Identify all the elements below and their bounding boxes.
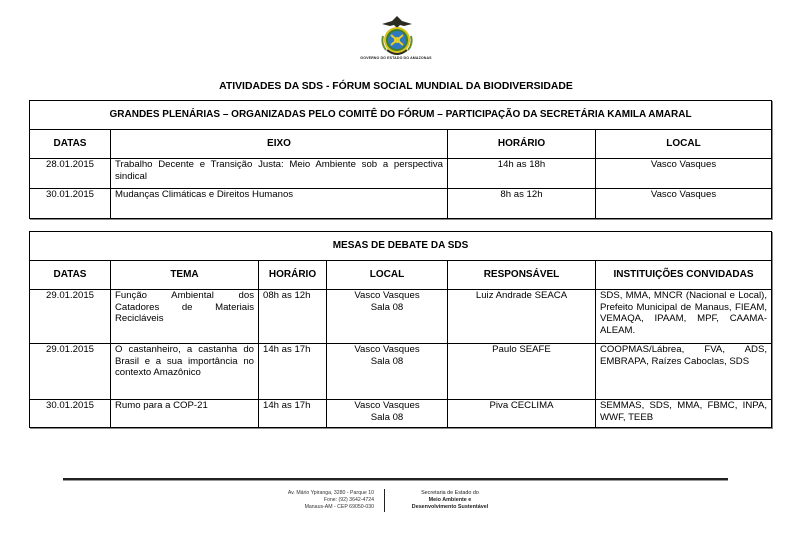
table-row — [30, 400, 772, 428]
local-room: Sala 08 — [370, 301, 404, 313]
cell-responsavel: Paulo SEAFE — [448, 344, 596, 400]
cell-data: 29.01.2015 — [30, 344, 111, 400]
cell-responsavel: Luiz Andrade SEACA — [448, 290, 596, 344]
org-line-3: Desenvolvimento Sustentável — [411, 504, 489, 510]
cell-local: Vasco Vasques — [596, 189, 772, 219]
local-room: Sala 08 — [370, 355, 404, 367]
column-header-datas: DATAS — [30, 130, 111, 159]
org-line-2: Meio Ambiente e — [428, 497, 472, 503]
local-room: Sala 08 — [370, 411, 404, 423]
cell-local — [327, 400, 448, 428]
plenarias-title-row — [30, 101, 772, 130]
plenarias-header-row — [30, 130, 772, 159]
table-row — [30, 159, 772, 189]
mesas-header-row — [30, 261, 772, 290]
local-venue: Vasco Vasques — [354, 400, 420, 411]
mesas-table — [29, 231, 772, 428]
cell-horario: 14h as 18h — [448, 159, 596, 189]
mesas-title-row — [30, 232, 772, 261]
cell-tema: O castanheiro, a castanha do Brasil e a sua importância no contexto Amazônico — [111, 344, 259, 400]
org-line-1: Secretaria de Estado do — [421, 490, 479, 496]
local-venue: Vasco Vasques — [354, 290, 420, 301]
plenarias-table — [29, 100, 772, 219]
cell-instituicoes: COOPMAS/Lábrea, FVA, ADS, EMBRAPA, Raízes Caboclas, SDS — [596, 344, 772, 400]
cell-data: 29.01.2015 — [30, 290, 111, 344]
cell-responsavel: Piva CECLIMA — [448, 400, 596, 428]
cell-data: 28.01.2015 — [30, 159, 111, 189]
column-header-eixo: EIXO — [111, 130, 448, 159]
cell-horario: 14h as 17h — [259, 400, 327, 428]
column-header-horario: HORÁRIO — [448, 130, 596, 159]
column-header-responsavel: RESPONSÁVEL — [448, 261, 596, 290]
table-row — [30, 290, 772, 344]
cell-eixo: Mudanças Climáticas e Direitos Humanos — [111, 189, 448, 219]
footer-divider — [63, 478, 728, 480]
cell-local — [327, 344, 448, 400]
cell-tema: Rumo para a COP-21 — [111, 400, 259, 428]
cell-eixo: Trabalho Decente e Transição Justa: Meio Ambiente sob a perspectiva sindical — [111, 159, 448, 189]
cell-instituicoes: SEMMAS, SDS, MMA, FBMC, INPA, WWF, TEEB — [596, 400, 772, 428]
cell-data: 30.01.2015 — [30, 400, 111, 428]
cell-tema: Função Ambiental dos Catadores de Materiais Recicláveis — [111, 290, 259, 344]
logo-caption: GOVERNO DO ESTADO DO AMAZONAS — [360, 56, 432, 60]
table-row — [30, 344, 772, 400]
column-header-local: LOCAL — [596, 130, 772, 159]
mesas-title: MESAS DE DEBATE DA SDS — [30, 232, 772, 261]
document-title: ATIVIDADES DA SDS - FÓRUM SOCIAL MUNDIAL DA BIODIVERSIDADE — [219, 81, 573, 92]
column-header-instituicoes: INSTITUIÇÕES CONVIDADAS — [596, 261, 772, 290]
address-street: Av. Mário Ypiranga, 3280 - Parque 10 — [287, 490, 374, 496]
amazonas-coat-of-arms-icon — [376, 14, 418, 56]
local-venue: Vasco Vasques — [354, 344, 420, 355]
footer-organization — [390, 490, 510, 511]
address-phone: Fone: (92) 3642-4724 — [323, 497, 374, 503]
address-city: Manaus-AM - CEP 69050-030 — [304, 504, 374, 510]
footer-address — [200, 490, 374, 511]
footer-separator — [384, 489, 385, 512]
cell-horario: 08h as 12h — [259, 290, 327, 344]
cell-horario: 8h as 12h — [448, 189, 596, 219]
plenarias-title: GRANDES PLENÁRIAS – ORGANIZADAS PELO COMITÊ DO FÓRUM – PARTICIPAÇÃO DA SECRETÁRIA KAMILA AMARAL — [30, 101, 772, 130]
cell-local: Vasco Vasques — [596, 159, 772, 189]
table-row — [30, 189, 772, 219]
cell-horario: 14h as 17h — [259, 344, 327, 400]
cell-local — [327, 290, 448, 344]
column-header-horario: HORÁRIO — [259, 261, 327, 290]
column-header-tema: TEMA — [111, 261, 259, 290]
column-header-datas: DATAS — [30, 261, 111, 290]
cell-instituicoes: SDS, MMA, MNCR (Nacional e Local), Prefeito Municipal de Manaus, FIEAM, VEMAQA, IPAAM, MPF, CAAMA-ALEAM. — [596, 290, 772, 344]
column-header-local: LOCAL — [327, 261, 448, 290]
cell-data: 30.01.2015 — [30, 189, 111, 219]
